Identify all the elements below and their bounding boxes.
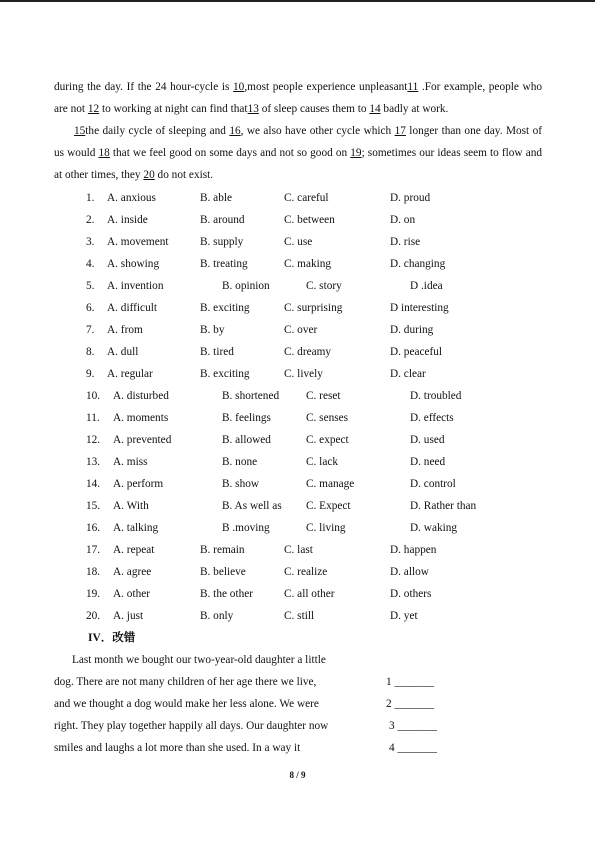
option-a: A. difficult — [107, 302, 157, 314]
option-row — [0, 451, 595, 473]
option-row — [0, 253, 595, 275]
option-a: A. With — [113, 500, 149, 512]
option-c: C. living — [306, 522, 346, 534]
option-c: C. senses — [306, 412, 349, 424]
option-c: C. expect — [306, 434, 349, 446]
option-b: B. able — [200, 192, 232, 204]
error-line — [0, 715, 595, 737]
option-a: A. showing — [107, 258, 160, 270]
option-d: D. proud — [390, 192, 431, 204]
answer-blank[interactable]: 3 _______ — [389, 720, 438, 732]
option-row — [0, 187, 595, 209]
option-a: A. movement — [107, 236, 169, 248]
option-a: A. just — [113, 610, 144, 622]
option-b: B. around — [200, 214, 245, 226]
option-row — [0, 429, 595, 451]
option-row — [0, 319, 595, 341]
option-b: B. treating — [200, 258, 248, 270]
option-d: D. changing — [390, 258, 446, 270]
option-a: A. prevented — [113, 434, 172, 446]
option-row — [0, 297, 595, 319]
option-number: 3. — [86, 236, 95, 248]
option-a: A. miss — [113, 456, 148, 468]
passage-paragraph-2: 15the daily cycle of sleeping and 16, we also have other cycle which 17 longer than one day. Most of us would 18 that we feel good on some days and not so good on 19; sometimes our ideas seem to flow and at other times, they 20 do not exist. — [54, 125, 543, 181]
option-row — [0, 517, 595, 539]
option-a: A. regular — [107, 368, 153, 380]
option-b: B. believe — [200, 566, 246, 578]
option-number: 18. — [86, 566, 101, 578]
option-d: D. on — [390, 214, 416, 226]
option-row — [0, 209, 595, 231]
option-a: A. anxious — [107, 192, 156, 204]
option-a: A. other — [113, 588, 151, 600]
option-number: 10. — [86, 390, 101, 402]
option-row — [0, 539, 595, 561]
option-c: C. making — [284, 258, 332, 270]
option-row — [0, 495, 595, 517]
option-c: C. surprising — [284, 302, 343, 314]
option-a: A. from — [107, 324, 143, 336]
option-row — [0, 385, 595, 407]
option-d: D. allow — [390, 566, 429, 578]
option-b: B. tired — [200, 346, 234, 358]
option-b: B. allowed — [222, 434, 271, 446]
error-line-text: Last month we bought our two-year-old daughter a little — [72, 654, 326, 666]
option-d: D. effects — [410, 412, 454, 424]
option-number: 19. — [86, 588, 101, 600]
option-number: 6. — [86, 302, 95, 314]
option-b: B. none — [222, 456, 258, 468]
error-line-text: and we thought a dog would make her less alone. We were — [54, 698, 319, 710]
error-line — [0, 693, 595, 715]
option-row — [0, 473, 595, 495]
option-b: B. exciting — [200, 368, 250, 380]
error-line-text: dog. There are not many children of her age there we live, — [54, 676, 317, 688]
option-c: C. manage — [306, 478, 355, 490]
option-row — [0, 231, 595, 253]
option-row — [0, 407, 595, 429]
option-a: A. talking — [113, 522, 159, 534]
option-a: A. dull — [107, 346, 139, 358]
option-row — [0, 363, 595, 385]
cloze-passage — [54, 76, 542, 186]
option-number: 11. — [86, 412, 100, 424]
option-b: B. As well as — [222, 500, 282, 512]
option-a: A. repeat — [113, 544, 155, 556]
option-d: D. happen — [390, 544, 437, 556]
option-b: B. feelings — [222, 412, 271, 424]
option-d: D. used — [410, 434, 445, 446]
answer-blank[interactable]: 1 _______ — [386, 676, 435, 688]
option-d: D. yet — [390, 610, 418, 622]
option-number: 15. — [86, 500, 101, 512]
option-row — [0, 605, 595, 627]
option-number: 16. — [86, 522, 101, 534]
option-c: C. story — [306, 280, 342, 292]
option-a: A. disturbed — [113, 390, 169, 402]
option-d: D. waking — [410, 522, 458, 534]
option-c: C. use — [284, 236, 313, 248]
error-line — [0, 671, 595, 693]
option-a: A. perform — [113, 478, 164, 490]
option-number: 1. — [86, 192, 95, 204]
option-b: B. only — [200, 610, 234, 622]
option-c: C. still — [284, 610, 315, 622]
option-row — [0, 341, 595, 363]
answer-blank[interactable]: 4 _______ — [389, 742, 438, 754]
error-line — [0, 737, 595, 759]
option-c: C. reset — [306, 390, 341, 402]
option-a: A. inside — [107, 214, 148, 226]
option-a: A. invention — [107, 280, 164, 292]
option-c: C. realize — [284, 566, 328, 578]
option-number: 4. — [86, 258, 95, 270]
option-b: B. show — [222, 478, 260, 490]
option-c: C. between — [284, 214, 335, 226]
option-b: B .moving — [222, 522, 270, 534]
option-number: 12. — [86, 434, 101, 446]
option-d: D. peaceful — [390, 346, 443, 358]
option-b: B. the other — [200, 588, 254, 600]
option-d: D. others — [390, 588, 432, 600]
option-b: B. by — [200, 324, 225, 336]
option-number: 2. — [86, 214, 95, 226]
option-d: D .idea — [410, 280, 443, 292]
option-a: A. moments — [113, 412, 169, 424]
option-number: 13. — [86, 456, 101, 468]
option-b: B. exciting — [200, 302, 250, 314]
option-number: 8. — [86, 346, 95, 358]
option-b: B. supply — [200, 236, 244, 248]
error-line-text: right. They play together happily all days. Our daughter now — [54, 720, 329, 732]
option-d: D. clear — [390, 368, 426, 380]
page-number: 8 / 9 — [289, 770, 306, 780]
option-number: 9. — [86, 368, 95, 380]
option-c: C. all other — [284, 588, 335, 600]
option-d: D. control — [410, 478, 456, 490]
option-row — [0, 583, 595, 605]
option-number: 5. — [86, 280, 95, 292]
option-row — [0, 275, 595, 297]
answer-blank[interactable]: 2 _______ — [386, 698, 435, 710]
option-number: 20. — [86, 610, 101, 622]
top-rule — [0, 0, 595, 2]
option-c: C. lack — [306, 456, 338, 468]
option-d: D. Rather than — [410, 500, 477, 512]
option-c: C. lively — [284, 368, 323, 380]
option-d: D interesting — [390, 302, 449, 314]
option-b: B. remain — [200, 544, 245, 556]
option-b: B. opinion — [222, 280, 270, 292]
option-d: D. during — [390, 324, 434, 336]
option-number: 14. — [86, 478, 101, 490]
passage-paragraph-1: during the day. If the 24 hour-cycle is 10,most people experience unpleasant11 .For example, people who are not 12 to working at night can find that13 of sleep causes them to 14 badly at work. — [54, 81, 542, 115]
option-c: C. Expect — [306, 500, 351, 512]
option-a: A. agree — [113, 566, 152, 578]
option-d: D. rise — [390, 236, 421, 248]
option-d: D. troubled — [410, 390, 462, 402]
option-c: C. dreamy — [284, 346, 332, 358]
error-line-text: smiles and laughs a lot more than she used. In a way it — [54, 742, 301, 754]
option-d: D. need — [410, 456, 446, 468]
section-heading: IV．改错 — [88, 632, 136, 644]
option-c: C. careful — [284, 192, 329, 204]
option-b: B. shortened — [222, 390, 280, 402]
option-number: 17. — [86, 544, 101, 556]
option-number: 7. — [86, 324, 95, 336]
option-row — [0, 561, 595, 583]
option-c: C. over — [284, 324, 318, 336]
option-c: C. last — [284, 544, 313, 556]
error-line — [0, 649, 595, 671]
